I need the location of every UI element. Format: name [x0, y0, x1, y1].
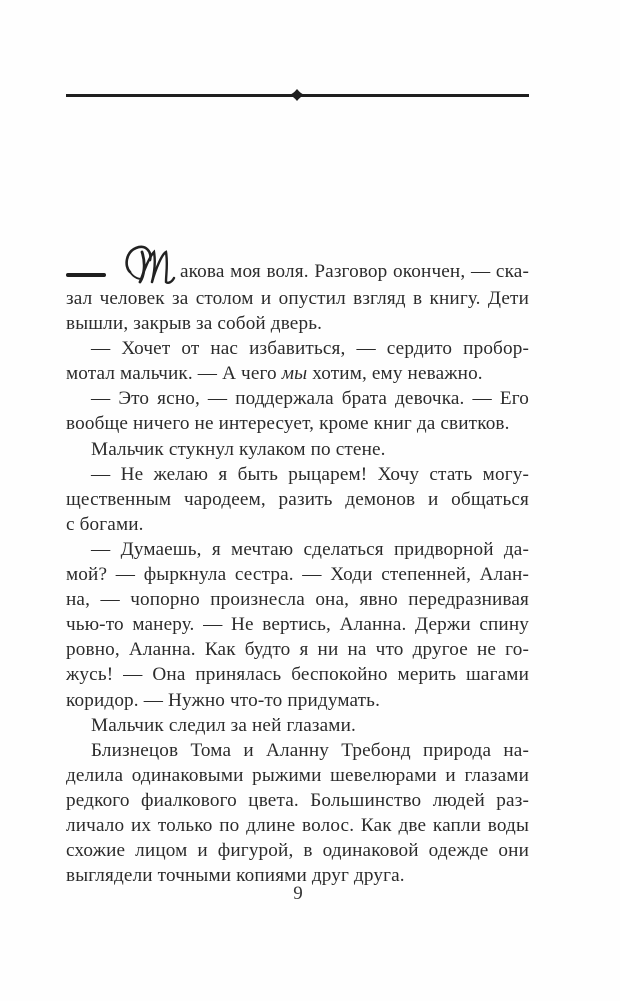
text-line: — Хочет от нас избавиться, — сердито пробор- [91, 338, 529, 360]
text-line: — Не желаю я быть рыцарем! Хочу стать могу- [91, 463, 529, 485]
text-line: Мальчик стукнул кулаком по стене. [91, 438, 386, 460]
drop-cap-letter [122, 242, 180, 286]
text-line: мой? — фыркнула сестра. — Ходи степенней, Алан- [66, 564, 529, 586]
text-line: личало их только по длине волос. Как две капли воды [66, 814, 529, 836]
text-line: — Думаешь, я мечтаю сделаться придворной да- [91, 538, 529, 560]
text-fragment: мотал мальчик. — А чего [66, 363, 282, 385]
opening-line [66, 240, 529, 286]
diamond-ornament-icon [289, 88, 305, 102]
text-line: — Это ясно, — поддержала брата девочка. — Его [91, 388, 529, 410]
opening-dash [66, 273, 106, 277]
text-line: вообще ничего не интересует, кроме книг да свитков. [66, 413, 510, 435]
text-line: схожие лицом и фигурой, в одинаковой одежде они [66, 840, 529, 862]
page-number: 9 [293, 883, 303, 904]
text-line: зал человек за столом и опустил взгляд в книгу. Дети [66, 288, 529, 309]
text-fragment: хотим, ему неважно. [307, 363, 483, 385]
text-line: выглядели точными копиями друг друга. [66, 865, 405, 887]
text-line [66, 361, 529, 386]
text-line: редкого фиалкового цвета. Большинство людей раз- [66, 789, 529, 811]
text-line: Мальчик следил за ней глазами. [91, 714, 356, 736]
text-line: щественным чародеем, разить демонов и общаться [66, 488, 529, 510]
text-line: Близнецов Тома и Аланну Требонд природа на- [91, 739, 529, 761]
text-line: чью-то манеру. — Не вертись, Аланна. Держи спину [66, 614, 529, 636]
text-line: жусь! — Она принялась беспокойно мерить шагами [66, 664, 529, 686]
text-line: ровно, Аланна. Как будто я ни на что другое не го- [66, 639, 529, 661]
text-line: коридор. — Нужно что-то придумать. [66, 689, 381, 711]
text-line: вышли, закрыв за собой дверь. [66, 313, 323, 335]
text-line: на, — чопорно произнесла она, явно передразнивая [66, 589, 529, 611]
italic-emphasis: мы [281, 363, 308, 385]
opening-line-text: акова моя воля. Разговор окончен, — ска- [180, 260, 529, 282]
chapter-text [66, 240, 529, 888]
text-line: делила одинаковыми рыжими шевелюрами и глазами [66, 764, 529, 786]
text-line: с богами. [66, 513, 144, 535]
